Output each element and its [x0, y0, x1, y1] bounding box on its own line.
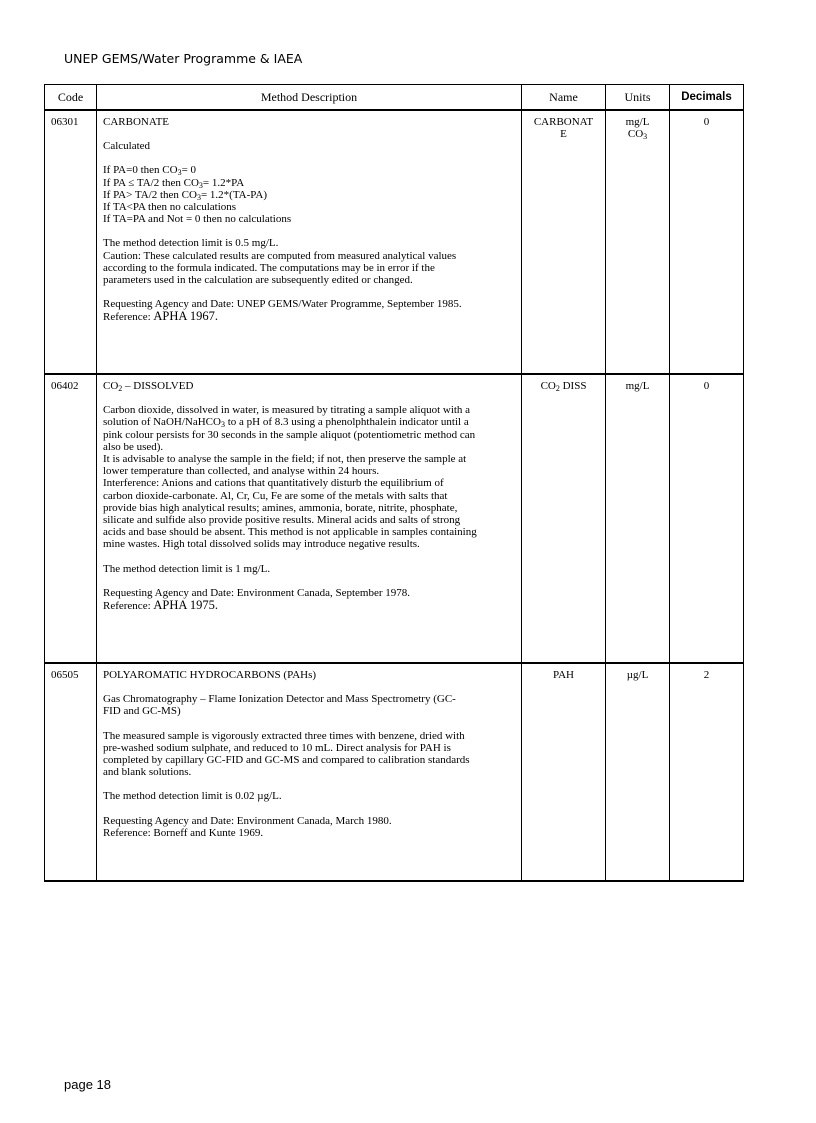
caution-line: parameters used in the calculation are subsequently edited or changed. [103, 274, 413, 287]
reference: Reference: APHA 1975. [103, 598, 218, 613]
formula-line: If PA ≤ TA/2 then $CO_3= 1.2*PA$ [103, 176, 245, 190]
parameter-decimals: 0 [670, 110, 744, 374]
agency-block [103, 815, 515, 839]
detection-block [103, 563, 515, 575]
requesting-agency: Requesting Agency and Date: Environment Canada, March 1980. [103, 814, 392, 827]
table-row [45, 663, 744, 881]
detection-limit: The method detection limit is 0.02 µg/L. [103, 790, 282, 803]
table-header-row [45, 85, 744, 111]
parameter-name: PAH [522, 663, 606, 881]
parameter-decimals: 0 [670, 374, 744, 663]
requesting-agency: Requesting Agency and Date: UNEP GEMS/Water Programme, September 1985. [103, 298, 462, 311]
agency-block [103, 298, 515, 323]
notes-block [103, 237, 515, 286]
method-title: POLYAROMATIC HYDROCARBONS (PAHs) [103, 669, 317, 681]
description-block: The measured sample is vigorously extracted three times with benzene, dried with pre-washed sodium sulphate, and reduced to 10 mL. Direct analysis for PAH is completed by capillary GC-FID and GC-MS and compared to calibration standards and blank solutions. [103, 729, 470, 779]
detection-limit: The method detection limit is 1 mg/L. [103, 562, 271, 575]
parameter-name: $CO_2$ DISS [522, 374, 606, 663]
method-description [97, 110, 522, 374]
header-method-description: Method Description [97, 85, 522, 111]
caution-line: Caution: These calculated results are computed from measured analytical values [103, 249, 457, 262]
page-number: page 18 [64, 1077, 111, 1092]
method-description [97, 374, 522, 663]
caution-line: according to the formula indicated. The computations may be in error if the [103, 261, 435, 274]
method-title: $CO_2$ – DISSOLVED [103, 380, 194, 393]
reference: Reference: APHA 1967. [103, 309, 218, 324]
header-decimals: Decimals [670, 85, 744, 111]
method-technique: Gas Chromatography – Flame Ionization Detector and Mass Spectrometry (GC- FID and GC-MS) [103, 693, 456, 718]
method-description [97, 663, 522, 881]
parameter-units: µg/L [606, 663, 670, 881]
parameter-decimals: 2 [670, 663, 744, 881]
table-row [45, 374, 744, 663]
methods-table [44, 84, 744, 882]
formula-block [103, 164, 515, 225]
formula-line: If PA> TA/2 then $CO_3= 1.2*(TA-PA)$ [103, 188, 267, 202]
detection-limit: The method detection limit is 0.5 mg/L. [103, 237, 279, 250]
row-code: 06505 [45, 663, 97, 881]
method-subtitle: Calculated [103, 140, 151, 153]
reference: Reference: Borneff and Kunte 1969. [103, 826, 264, 839]
table-row [45, 110, 744, 374]
header-name: Name [522, 85, 606, 111]
header-code: Code [45, 85, 97, 111]
formula-line: If TA<PA then no calculations [103, 201, 237, 214]
parameter-units: mg/L $CO_3$ [606, 110, 670, 374]
page-header: UNEP GEMS/Water Programme & IAEA [64, 51, 303, 66]
detection-block [103, 790, 515, 802]
description-block: Carbon dioxide, dissolved in water, is measured by titrating a sample aliquot with a solution of NaOH/NaHCO$_3$ to a pH of 8.3 using a phenolphthalein indicator until a pink colour persists for 30 seconds in the sample aliquot (potentiometric method can also be used). It is advisable to analyse the sample in the field; if not, then preserve the sample at lower temperature than collected, and analyse within 24 hours. Interference: Anions and cations that quantitatively disturb the equilibrium of carbon dioxide-carbonate. Al, Cr, Cu, Fe are some of the metals with salts that provide bias high analytical results; amines, ammonia, borate, nitrite, phosphate, silicate and sulfide also provide positive results. Mineral acids and salts of strong acids and base should be absent. This method is not applicable in samples containing mine wastes. High total dissolved solids may introduce negative results. [103, 404, 477, 551]
header-units: Units [606, 85, 670, 111]
requesting-agency: Requesting Agency and Date: Environment Canada, September 1978. [103, 586, 411, 599]
row-code: 06301 [45, 110, 97, 374]
row-code: 06402 [45, 374, 97, 663]
parameter-units: mg/L [606, 374, 670, 663]
formula-line: If PA=0 then $CO_3= 0$ [103, 164, 197, 178]
parameter-name: CARBONAT E [522, 110, 606, 374]
formula-line: If TA=PA and Not = 0 then no calculations [103, 213, 292, 226]
agency-block [103, 587, 515, 612]
method-title: CARBONATE [103, 116, 170, 128]
